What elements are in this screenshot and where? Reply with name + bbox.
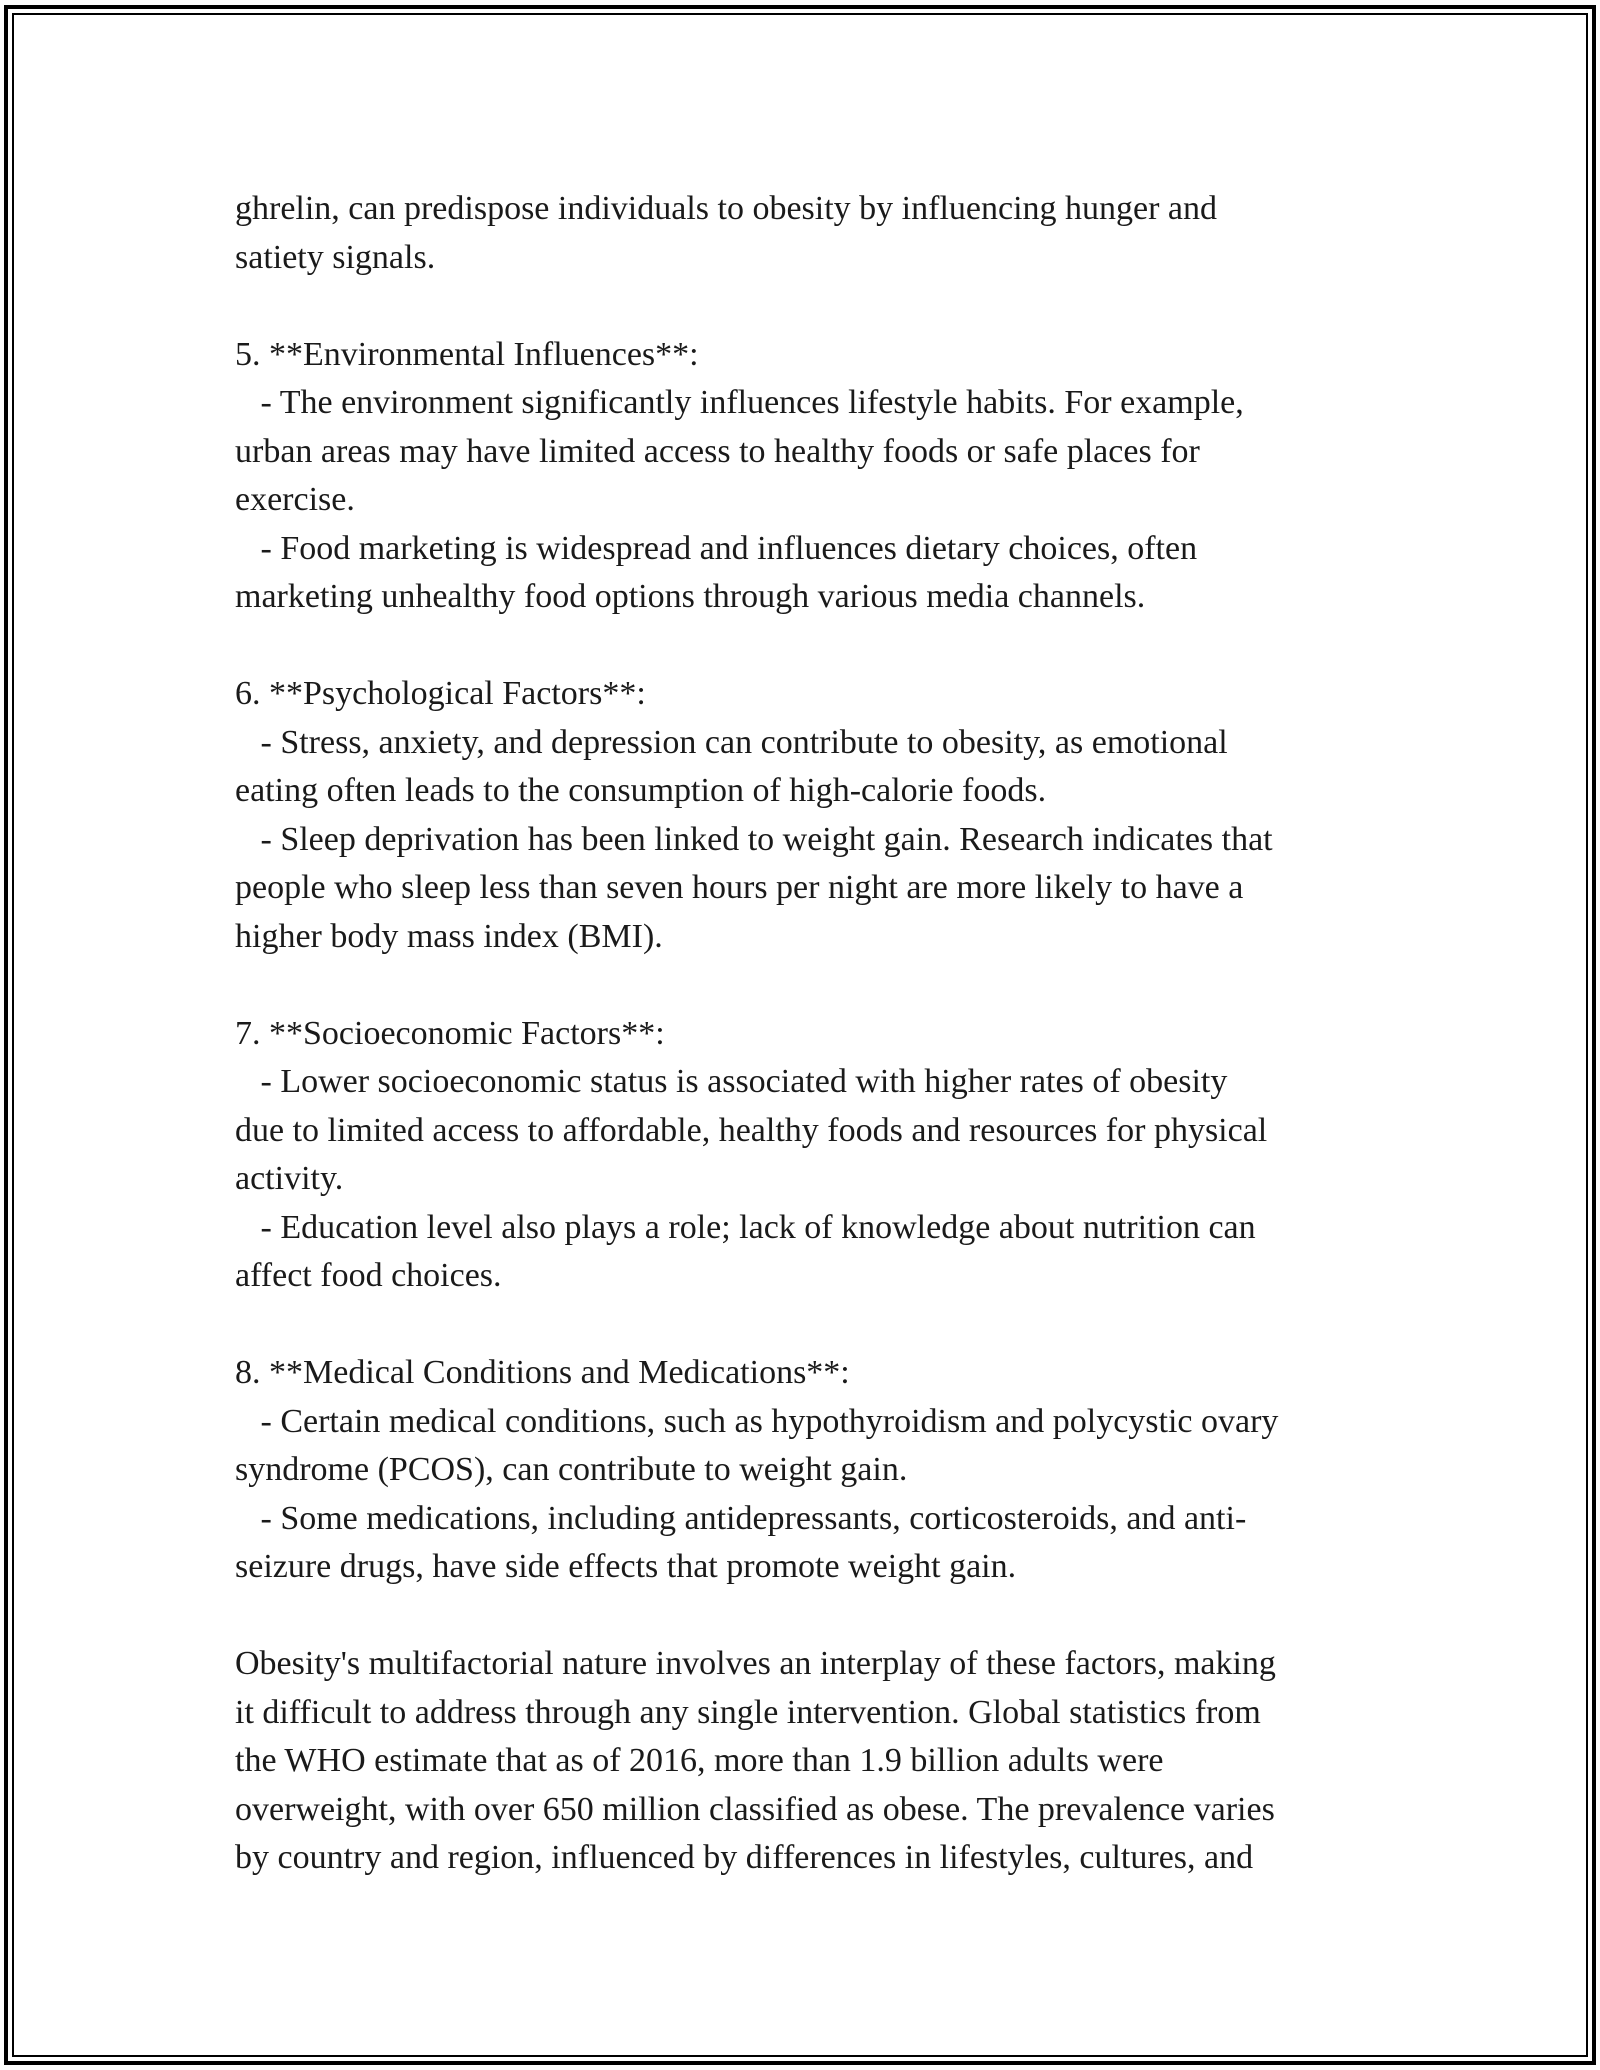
document-body xyxy=(235,185,1365,1883)
text-line: - Education level also plays a role; lack of knowledge about nutrition can xyxy=(235,1208,1256,1246)
text-line: affect food choices. xyxy=(235,1257,502,1294)
text-line: due to limited access to affordable, healthy foods and resources for physical xyxy=(235,1111,1268,1149)
text-line: ghrelin, can predispose individuals to obesity by influencing hunger and xyxy=(235,190,1218,227)
text-line: by country and region, influenced by differences in lifestyles, cultures, and xyxy=(235,1839,1254,1876)
text-line: it difficult to address through any single intervention. Global statistics from xyxy=(235,1693,1261,1731)
text-line: the WHO estimate that as of 2016, more than 1.9 billion adults were xyxy=(235,1742,1164,1779)
paragraph-gap xyxy=(235,622,1365,671)
text-line: - Sleep deprivation has been linked to weight gain. Research indicates that xyxy=(235,820,1273,858)
section-heading-socioeconomic: 7. **Socioeconomic Factors**: xyxy=(235,1014,665,1052)
text-line: higher body mass index (BMI). xyxy=(235,917,663,955)
text-line: overweight, with over 650 million classified as obese. The prevalence varies xyxy=(235,1790,1275,1828)
text-line: activity. xyxy=(235,1160,344,1197)
paragraph-gap xyxy=(235,282,1365,331)
text-line: eating often leads to the consumption of high-calorie foods. xyxy=(235,772,1047,809)
text-line: - Stress, anxiety, and depression can contribute to obesity, as emotional xyxy=(235,723,1228,761)
text-line: - Lower socioeconomic status is associated with higher rates of obesity xyxy=(235,1063,1228,1100)
text-line: Obesity's multifactorial nature involves an interplay of these factors, making xyxy=(235,1645,1276,1682)
text-line: satiety signals. xyxy=(235,238,436,276)
text-line: marketing unhealthy food options through various media channels. xyxy=(235,578,1146,615)
text-line: - The environment significantly influences lifestyle habits. For example, xyxy=(235,384,1244,421)
text-line: syndrome (PCOS), can contribute to weight gain. xyxy=(235,1451,908,1488)
text-line: - Food marketing is widespread and influences dietary choices, often xyxy=(235,529,1198,567)
section-heading-psychological: 6. **Psychological Factors**: xyxy=(235,675,646,712)
text-line: urban areas may have limited access to healthy foods or safe places for xyxy=(235,432,1200,470)
text-line: seizure drugs, have side effects that promote weight gain. xyxy=(235,1548,1017,1585)
paragraph-gap xyxy=(235,1301,1365,1350)
paragraph-gap xyxy=(235,1592,1365,1641)
text-line: - Certain medical conditions, such as hypothyroidism and polycystic ovary xyxy=(235,1402,1279,1440)
text-line: exercise. xyxy=(235,481,355,518)
paragraph-gap xyxy=(235,961,1365,1010)
section-heading-medical: 8. **Medical Conditions and Medications**: xyxy=(235,1354,850,1391)
section-heading-environmental: 5. **Environmental Influences**: xyxy=(235,335,699,373)
text-line: people who sleep less than seven hours per night are more likely to have a xyxy=(235,869,1244,906)
text-line: - Some medications, including antidepressants, corticosteroids, and anti- xyxy=(235,1499,1247,1537)
